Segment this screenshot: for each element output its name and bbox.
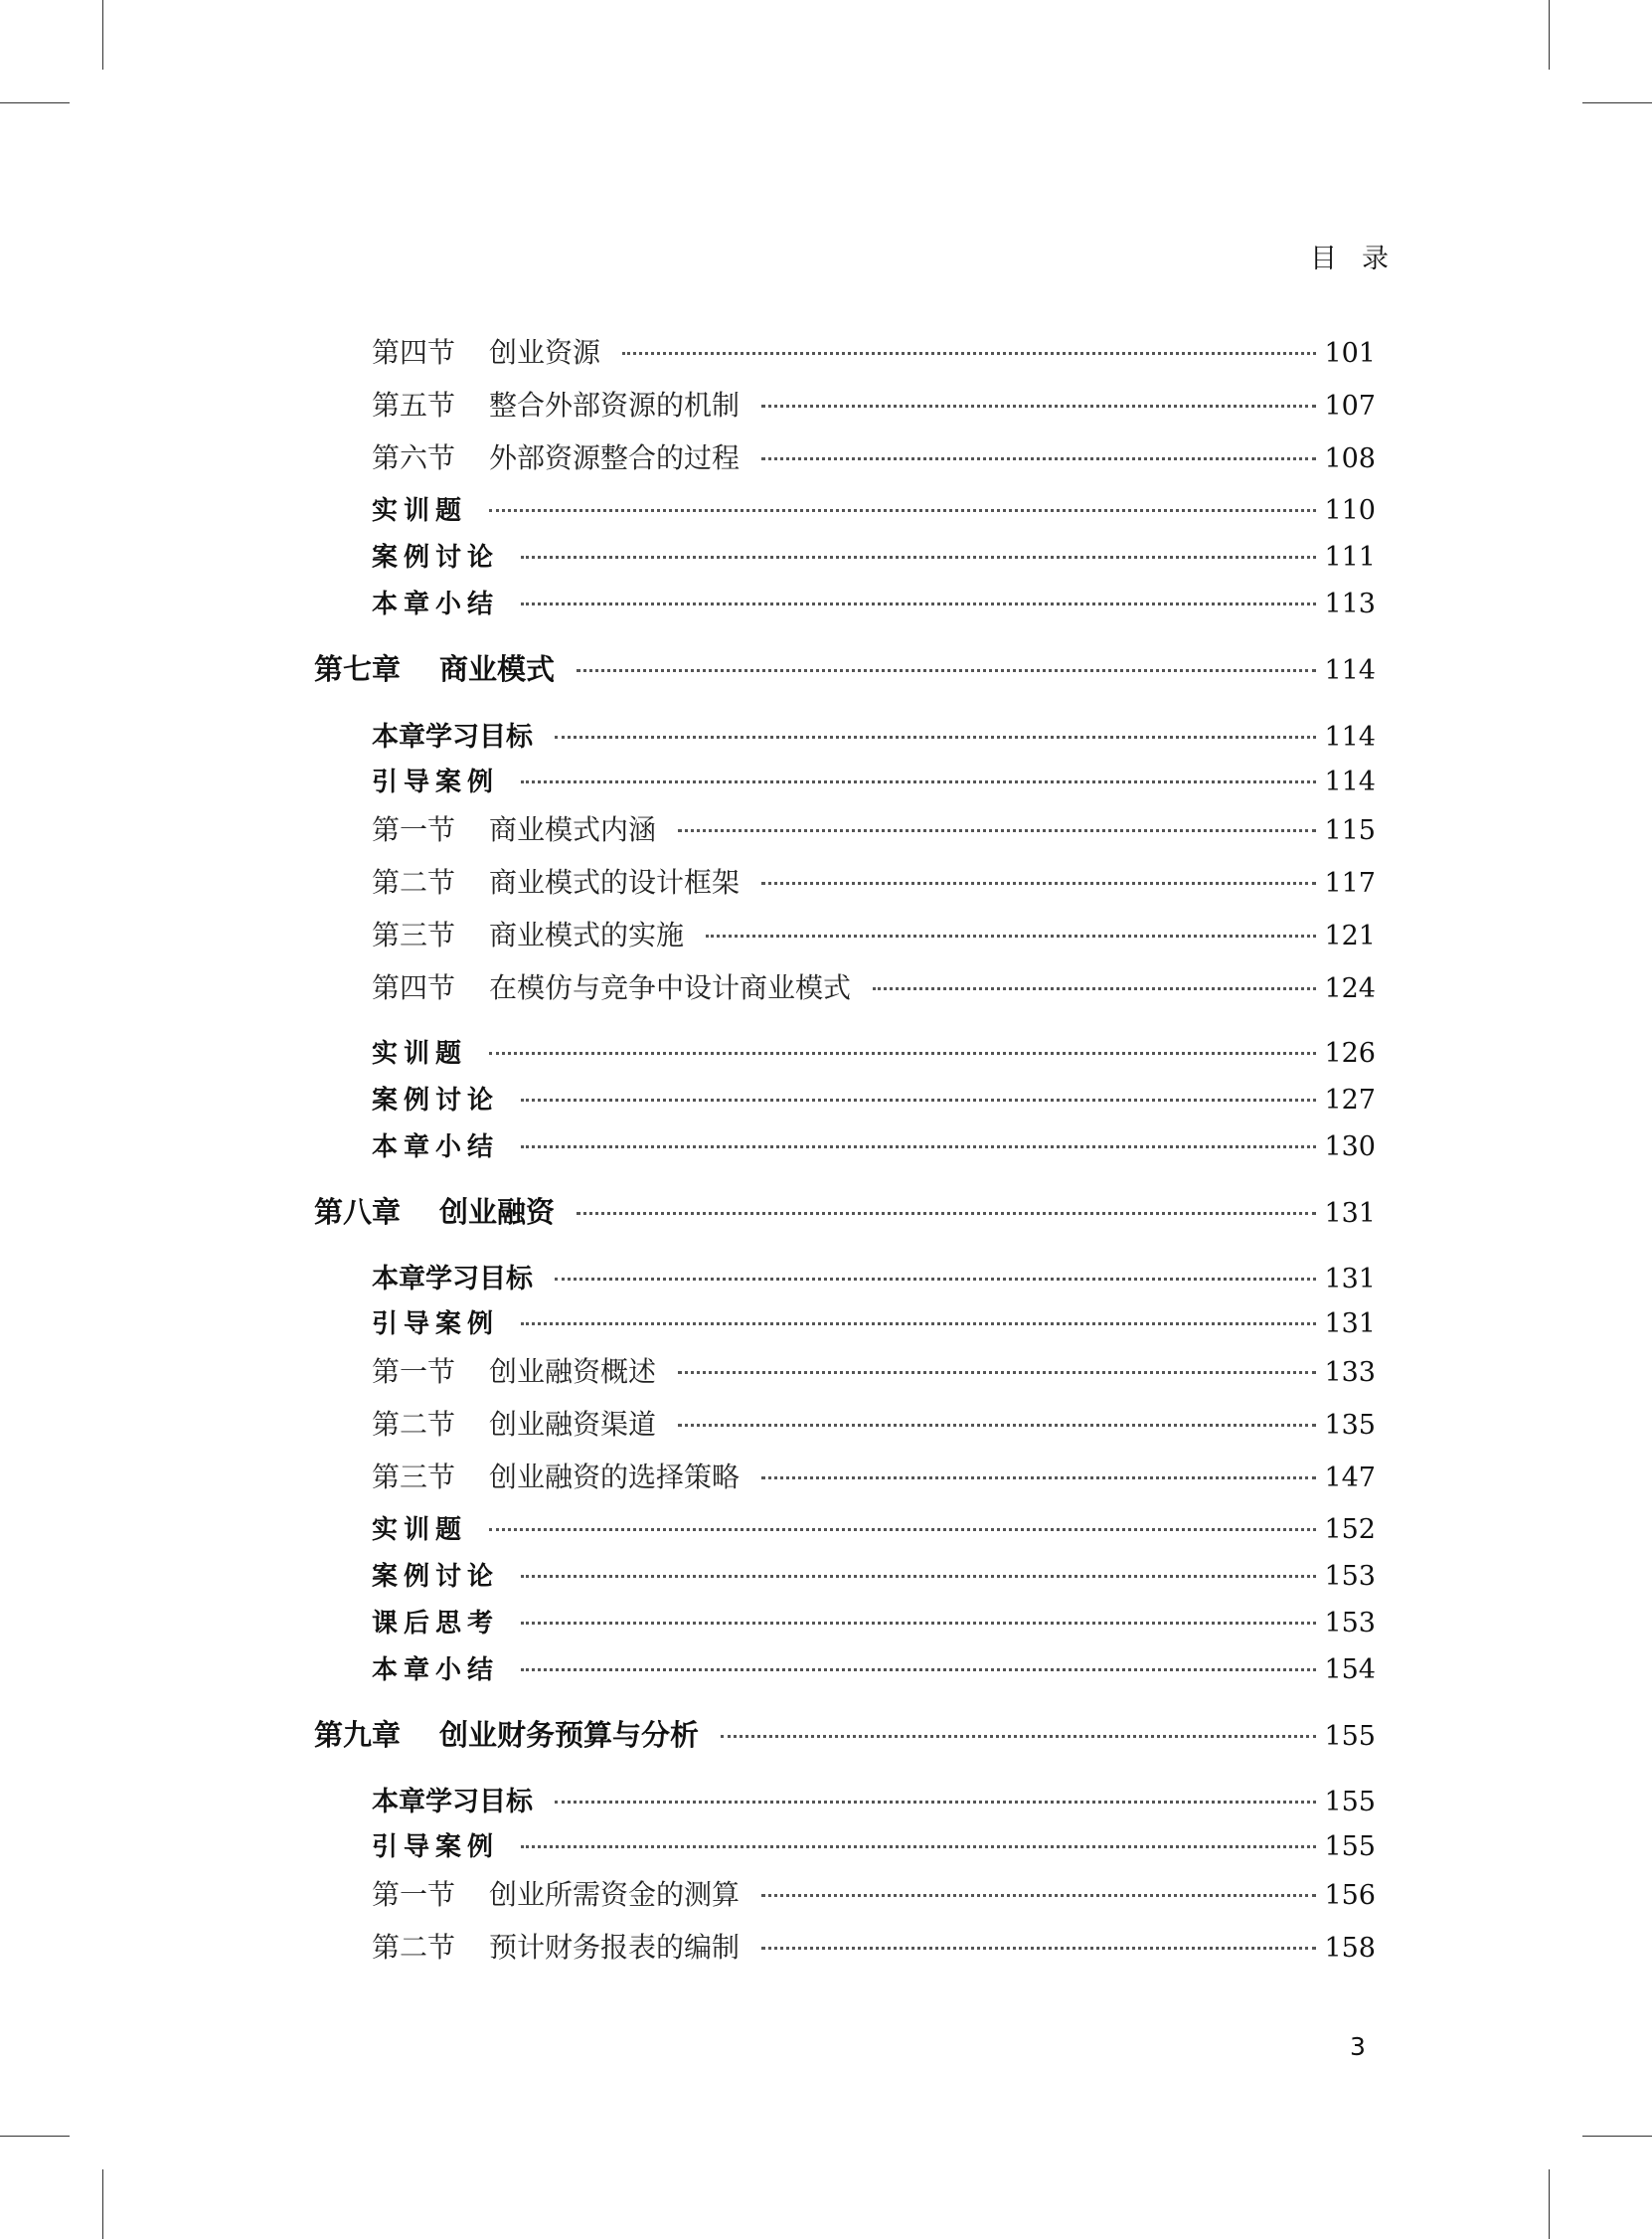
toc-entry-number: 第三节: [372, 919, 456, 951]
toc-entry-number: 第一节: [372, 1878, 456, 1911]
dot-leader: [577, 1212, 1316, 1215]
dot-leader: [761, 1894, 1316, 1897]
toc-entry-title: 引导案例: [372, 768, 500, 797]
dot-leader: [721, 1735, 1316, 1738]
toc-entry-title: 创业融资的选择策略: [489, 1461, 741, 1493]
dot-leader: [761, 882, 1316, 885]
toc-entry-number: 第六节: [372, 441, 456, 474]
toc-entry: [372, 1456, 1376, 1495]
toc-entry-number: 第七章: [314, 652, 402, 686]
toc-entry: [372, 966, 1376, 1006]
toc-entry-number: 第八章: [314, 1195, 402, 1229]
toc-entry: [372, 1257, 1376, 1296]
dot-leader: [521, 1099, 1316, 1102]
toc-entry-page: 107: [1324, 391, 1376, 422]
toc-entry-title: 创业所需资金的测算: [489, 1878, 741, 1911]
toc-entry-label: [372, 584, 499, 620]
toc-entry-page: 127: [1324, 1085, 1376, 1116]
toc-entry-page: 117: [1324, 868, 1376, 899]
toc-entry-title: 预计财务报表的编制: [489, 1931, 741, 1964]
dot-leader: [489, 1528, 1316, 1531]
toc-entry-page: 114: [1324, 767, 1376, 797]
toc-entry-label: [372, 1257, 533, 1295]
toc-entry-label: [314, 1713, 699, 1754]
toc-entry: [372, 537, 1376, 577]
toc-entry-page: 147: [1324, 1463, 1376, 1493]
toc-entry-number: 第九章: [314, 1718, 402, 1752]
toc-entry-label: [314, 647, 555, 688]
dot-leader: [678, 829, 1316, 832]
toc-entry-label: [372, 808, 656, 848]
page-number: 3: [1350, 2032, 1366, 2061]
toc-entry-page: 131: [1324, 1264, 1376, 1294]
toc-entry-label: [372, 436, 740, 476]
toc-entry-label: [372, 1826, 499, 1863]
toc-entry: [372, 1780, 1376, 1819]
toc-entry: [372, 1873, 1376, 1913]
crop-mark: [1549, 2169, 1550, 2239]
toc-entry-label: [314, 1190, 555, 1231]
toc-entry-label: [372, 1873, 740, 1913]
toc-entry-page: 155: [1324, 1787, 1376, 1817]
crop-mark: [102, 2169, 103, 2239]
toc-entry-title: 外部资源整合的过程: [489, 441, 741, 474]
toc-entry-number: 第一节: [372, 813, 456, 846]
toc-entry-label: [372, 1080, 499, 1117]
toc-entry-label: [372, 1456, 740, 1495]
toc-entry-label: [372, 1556, 499, 1593]
toc-entry-label: [372, 1603, 499, 1639]
toc-entry-number: 第三节: [372, 1461, 456, 1493]
toc-entry-page: 155: [1324, 1721, 1376, 1752]
toc-entry-title: 在模仿与竞争中设计商业模式: [489, 971, 852, 1004]
dot-leader: [761, 1947, 1316, 1950]
toc-entry: [372, 1126, 1376, 1166]
toc-entry-title: 本章学习目标: [372, 722, 533, 753]
toc-entry-title: 本章学习目标: [372, 1787, 533, 1817]
toc-entry-number: 第二节: [372, 866, 456, 899]
crop-mark: [0, 2136, 70, 2137]
toc-entry-label: [372, 1926, 740, 1966]
toc-entry-label: [372, 1780, 533, 1818]
dot-leader: [489, 509, 1316, 512]
dot-leader: [761, 457, 1316, 460]
toc-entry-page: 153: [1324, 1561, 1376, 1592]
toc-entry: [372, 1556, 1376, 1596]
toc-entry-title: 实训题: [372, 1515, 468, 1545]
toc-entry-label: [372, 715, 533, 754]
toc-entry-label: [372, 384, 740, 424]
header-text: 录: [1362, 244, 1389, 274]
toc-entry: [372, 384, 1376, 424]
crop-mark: [0, 102, 70, 103]
dot-leader: [521, 1145, 1316, 1148]
toc-entry: [372, 808, 1376, 848]
dot-leader: [521, 556, 1316, 559]
toc-entry-title: 引导案例: [372, 1309, 500, 1339]
toc-entry-label: [372, 490, 467, 527]
toc-entry: [372, 1509, 1376, 1549]
toc-entry-title: 创业财务预算与分析: [439, 1718, 700, 1752]
toc-entry-label: [372, 1649, 499, 1686]
dot-leader: [489, 1052, 1316, 1055]
crop-mark: [1582, 102, 1652, 103]
crop-mark: [1549, 0, 1550, 70]
toc-entry: [372, 584, 1376, 623]
dot-leader: [761, 1476, 1316, 1479]
toc-entry-title: 实训题: [372, 496, 468, 526]
toc-entry-title: 实训题: [372, 1039, 468, 1069]
toc-entry-title: 商业模式的设计框架: [489, 866, 741, 899]
dot-leader: [761, 405, 1316, 408]
toc-entry-title: 本章小结: [372, 590, 500, 619]
dot-leader: [521, 1622, 1316, 1625]
toc-entry-page: 114: [1324, 655, 1376, 686]
toc-entry-title: 创业融资渠道: [489, 1408, 657, 1441]
toc-entry-number: 第二节: [372, 1931, 456, 1964]
toc-entry-number: 第五节: [372, 389, 456, 422]
toc-entry-title: 本章小结: [372, 1655, 500, 1685]
toc-entry-page: 110: [1324, 495, 1376, 526]
toc-entry-page: 135: [1324, 1410, 1376, 1441]
toc-entry-page: 124: [1324, 973, 1376, 1004]
dot-leader: [555, 1278, 1316, 1281]
toc-entry: [372, 1649, 1376, 1689]
toc-entry-page: 152: [1324, 1514, 1376, 1545]
toc-entry-page: 156: [1324, 1880, 1376, 1911]
header-text: 目: [1310, 244, 1337, 274]
toc-entry-page: 131: [1324, 1198, 1376, 1229]
toc-entry-page: 131: [1324, 1308, 1376, 1339]
dot-leader: [521, 1668, 1316, 1671]
toc-entry-page: 115: [1324, 815, 1376, 846]
toc-entry-label: [372, 1126, 499, 1163]
toc-entry-title: 商业模式的实施: [489, 919, 685, 951]
toc-entry-page: 111: [1324, 542, 1376, 573]
toc-entry-label: [372, 537, 499, 574]
toc-entry-page: 153: [1324, 1608, 1376, 1638]
toc-entry: [372, 861, 1376, 901]
toc-entry-number: 第一节: [372, 1355, 456, 1388]
toc-entry-page: 126: [1324, 1038, 1376, 1069]
toc-entry-page: 114: [1324, 722, 1376, 753]
dot-leader: [622, 352, 1316, 355]
toc-entry: [372, 490, 1376, 530]
toc-entry: [372, 1403, 1376, 1443]
toc-entry-label: [372, 861, 740, 901]
dot-leader: [678, 1371, 1316, 1374]
dot-leader: [555, 736, 1316, 739]
toc-entry-label: [372, 1403, 656, 1443]
toc-entry-label: [372, 1033, 467, 1070]
toc-entry-number: 第二节: [372, 1408, 456, 1441]
dot-leader: [521, 1845, 1316, 1848]
toc-chapter-entry: [314, 1190, 1376, 1230]
toc-entry-number: 第四节: [372, 971, 456, 1004]
toc-entry-title: 商业模式内涵: [489, 813, 657, 846]
toc-entry-title: 引导案例: [372, 1832, 500, 1862]
dot-leader: [678, 1424, 1316, 1427]
crop-mark: [102, 0, 103, 70]
toc-entry-title: 案例讨论: [372, 543, 500, 573]
toc-entry-title: 本章学习目标: [372, 1264, 533, 1294]
toc-entry: [372, 762, 1376, 801]
toc-entry-title: 创业融资: [439, 1195, 556, 1229]
toc-entry: [372, 1826, 1376, 1866]
toc-entry: [372, 1303, 1376, 1343]
toc-entry-page: 158: [1324, 1933, 1376, 1964]
dot-leader: [521, 603, 1316, 605]
toc-entry-label: [372, 966, 851, 1006]
toc-entry: [372, 914, 1376, 953]
dot-leader: [521, 1322, 1316, 1325]
toc-entry: [372, 715, 1376, 755]
toc-entry: [372, 1080, 1376, 1120]
dot-leader: [555, 1801, 1316, 1804]
crop-mark: [1582, 2136, 1652, 2137]
toc-entry-title: 创业融资概述: [489, 1355, 657, 1388]
toc-chapter-entry: [314, 1713, 1376, 1753]
toc-entry-label: [372, 762, 499, 798]
toc-entry-page: 101: [1324, 338, 1376, 369]
toc-entry: [372, 1603, 1376, 1642]
toc-entry-title: 商业模式: [439, 652, 556, 686]
dot-leader: [873, 987, 1316, 990]
toc-entry-label: [372, 1350, 656, 1390]
toc-entry-label: [372, 1303, 499, 1340]
toc-entry-page: 130: [1324, 1131, 1376, 1162]
toc-entry: [372, 1350, 1376, 1390]
toc-entry: [372, 1033, 1376, 1073]
toc-entry: [372, 331, 1376, 371]
toc-entry: [372, 1926, 1376, 1966]
toc-entry-title: 整合外部资源的机制: [489, 389, 741, 422]
toc-entry-page: 155: [1324, 1831, 1376, 1862]
dot-leader: [521, 780, 1316, 783]
toc-entry-label: [372, 1509, 467, 1546]
toc-entry-page: 133: [1324, 1357, 1376, 1388]
dot-leader: [706, 935, 1316, 938]
toc-entry-label: [372, 914, 684, 953]
toc-entry-page: 121: [1324, 921, 1376, 951]
toc-entry-title: 案例讨论: [372, 1562, 500, 1592]
toc-entry-page: 113: [1324, 589, 1376, 619]
toc-entry-title: 案例讨论: [372, 1086, 500, 1116]
toc-entry-title: 创业资源: [489, 336, 601, 369]
dot-leader: [521, 1575, 1316, 1578]
toc-entry-title: 本章小结: [372, 1132, 500, 1162]
toc-entry-number: 第四节: [372, 336, 456, 369]
dot-leader: [577, 669, 1316, 672]
toc-entry-page: 108: [1324, 443, 1376, 474]
toc-entry-page: 154: [1324, 1654, 1376, 1685]
toc-entry-label: [372, 331, 600, 371]
toc-entry-title: 课后思考: [372, 1609, 500, 1638]
toc-chapter-entry: [314, 647, 1376, 687]
toc-entry: [372, 436, 1376, 476]
